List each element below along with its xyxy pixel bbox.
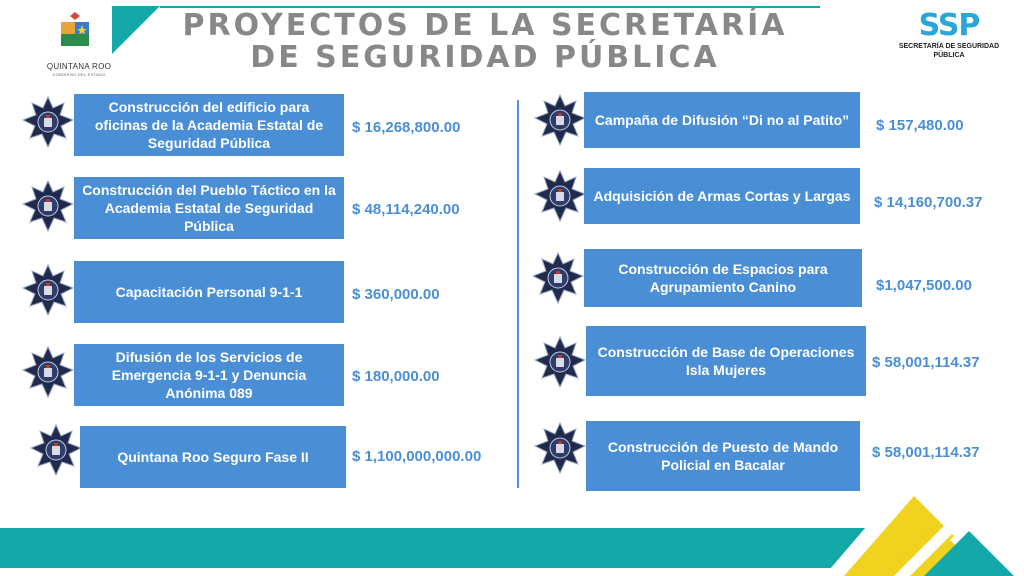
project-label: Adquisición de Armas Cortas y Largas — [584, 168, 860, 224]
state-logo — [40, 6, 118, 76]
project-label: Construcción de Espacios para Agrupamiento Canino — [584, 249, 862, 307]
page-title — [160, 10, 810, 74]
police-star-badge-icon — [22, 96, 74, 148]
project-label: Quintana Roo Seguro Fase II — [80, 426, 346, 488]
project-label: Campaña de Difusión “Di no al Patito” — [584, 92, 860, 148]
project-amount: $ 1,100,000,000.00 — [352, 448, 482, 465]
police-star-badge-icon — [534, 94, 586, 146]
police-star-badge-icon — [532, 252, 584, 304]
police-star-badge-icon — [534, 170, 586, 222]
police-star-badge-icon — [22, 264, 74, 316]
project-label: Construcción de Base de Operaciones Isla Mujeres — [586, 326, 866, 396]
state-logo-text: QUINTANA ROO — [46, 62, 112, 71]
ssp-logo-subtext-1: SECRETARÍA DE SEGURIDAD — [898, 43, 1000, 50]
header-accent-triangle — [112, 6, 160, 54]
project-amount: $1,047,500.00 — [876, 277, 972, 294]
state-shield-icon — [56, 10, 94, 50]
project-label: Capacitación Personal 9-1-1 — [74, 261, 344, 323]
ssp-logo-subtext-2: PÚBLICA — [933, 52, 965, 59]
project-amount: $ 14,160,700.37 — [874, 194, 983, 211]
column-divider — [517, 100, 519, 488]
project-amount: $ 58,001,114.37 — [872, 444, 980, 461]
project-amount: $ 157,480.00 — [876, 117, 964, 134]
project-amount: $ 180,000.00 — [352, 368, 440, 385]
state-logo-subtext: GOBIERNO DEL ESTADO — [52, 72, 106, 77]
ssp-logo — [894, 10, 1004, 74]
police-star-badge-icon — [30, 424, 82, 476]
police-star-badge-icon — [22, 180, 74, 232]
ssp-logo-text: SSP — [918, 8, 980, 43]
project-amount: $ 48,114,240.00 — [352, 201, 460, 218]
police-star-badge-icon — [534, 422, 586, 474]
footer-corner-decoration — [824, 486, 1024, 576]
project-amount: $ 360,000.00 — [352, 286, 440, 303]
project-label: Construcción del Pueblo Táctico en la Academia Estatal de Seguridad Pública — [74, 177, 344, 239]
project-amount: $ 16,268,800.00 — [352, 119, 461, 136]
title-line-1: PROYECTOS DE LA SECRETARÍA — [182, 8, 788, 43]
police-star-badge-icon — [534, 336, 586, 388]
police-star-badge-icon — [22, 346, 74, 398]
project-label: Construcción del edificio para oficinas de la Academia Estatal de Seguridad Pública — [74, 94, 344, 156]
title-line-2: DE SEGURIDAD PÚBLICA — [250, 40, 720, 75]
project-amount: $ 58,001,114.37 — [872, 354, 980, 371]
project-label: Construcción de Puesto de Mando Policial en Bacalar — [586, 421, 860, 491]
project-label: Difusión de los Servicios de Emergencia 9-1-1 y Denuncia Anónima 089 — [74, 344, 344, 406]
